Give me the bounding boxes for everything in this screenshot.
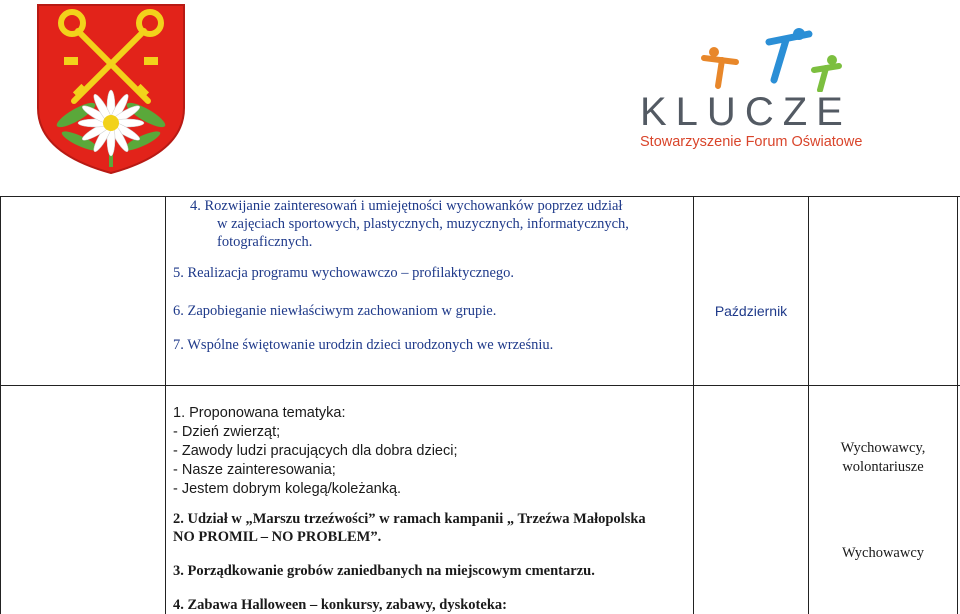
logo-subtitle: Stowarzyszenie Forum Oświatowe (640, 134, 863, 150)
task-3: 3. Porządkowanie grobów zaniedbanych na miejscowym cmentarzu. (173, 563, 595, 579)
klucze-logo (634, 28, 864, 158)
col-border (957, 196, 958, 614)
task-2-line2: NO PROMIL – NO PROBLEM”. (173, 529, 382, 545)
col-border (165, 196, 166, 614)
task-4-line3: fotograficznych. (217, 234, 313, 250)
topic-item: - Jestem dobrym kolegą/koleżanką. (173, 481, 402, 497)
col-border (693, 196, 694, 614)
task-5: 5. Realizacja programu wychowawczo – profilaktycznego. (173, 265, 515, 281)
task-4-line2: w zajęciach sportowych, plastycznych, muzycznych, informatycznych, (217, 216, 629, 232)
col-border (0, 196, 1, 614)
month-cell: Październik (714, 303, 788, 319)
task-4-line1: 4. Rozwijanie zainteresowań i umiejętności wychowanków poprzez udział (190, 198, 623, 214)
page-header (0, 0, 960, 190)
topic-item: - Zawody ludzi pracujących dla dobra dzieci; (173, 443, 458, 459)
row-border (0, 385, 960, 386)
topic-item: - Dzień zwierząt; (173, 424, 281, 440)
task-4: 4. Zabawa Halloween – konkursy, zabawy, dyskoteka: (173, 597, 507, 613)
coat-of-arms-icon (36, 3, 186, 175)
schedule-table (0, 196, 960, 614)
logo-figures-icon (674, 28, 844, 92)
topic-title: 1. Proponowana tematyka: (173, 405, 346, 421)
task-7: 7. Wspólne świętowanie urodzin dzieci urodzonych we wrześniu. (173, 337, 554, 353)
responsible-2: Wychowawcy (841, 545, 925, 561)
topic-item: - Nasze zainteresowania; (173, 462, 336, 478)
task-6: 6. Zapobieganie niewłaściwym zachowaniom w grupie. (173, 303, 497, 319)
task-2-line1: 2. Udział w „Marszu trzeźwości” w ramach kampanii „ Trzeźwa Małopolska (173, 511, 646, 527)
logo-wordmark: KLUCZE (640, 90, 852, 134)
responsible-line1: Wychowawcy, (840, 440, 926, 456)
responsible-line2: wolontariusze (842, 459, 924, 475)
